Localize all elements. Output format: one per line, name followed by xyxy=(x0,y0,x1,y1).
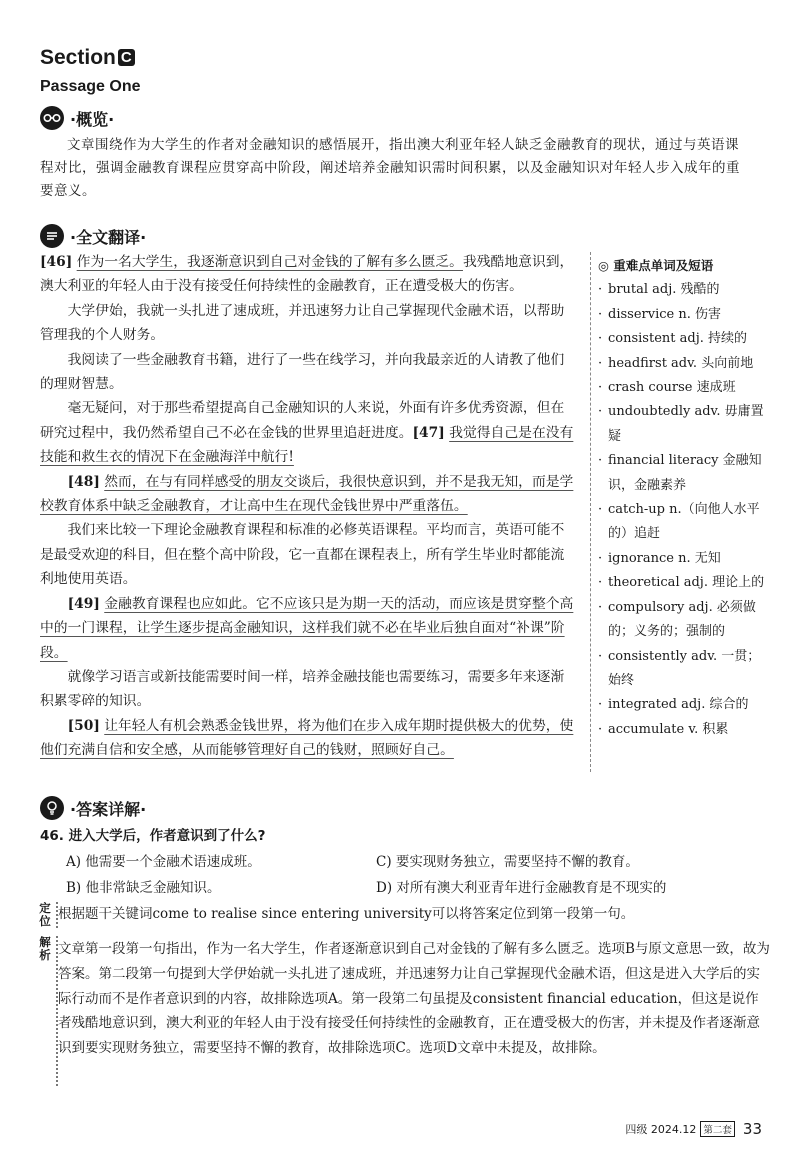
vocab-text: theoretical adj. 理论上的 xyxy=(608,575,765,591)
option-a: A) 他需要一个金融术语速成班。 xyxy=(66,854,261,870)
vocab-item xyxy=(598,645,768,694)
translation-paragraph-1 xyxy=(40,250,578,299)
vocab-text: accumulate v. 积累 xyxy=(608,721,729,737)
option-b: B) 他非常缺乏金融知识。 xyxy=(66,880,221,896)
vocab-item xyxy=(598,571,768,595)
bullet-icon: · xyxy=(598,721,603,737)
locate-text: 根据题干关键词come to realise since entering university可以将答案定位到第一段第一句。 xyxy=(58,906,635,922)
vocab-item xyxy=(598,498,768,547)
bullet-icon: · xyxy=(598,575,603,591)
vocab-header xyxy=(598,254,768,278)
vocab-text: integrated adj. 综合的 xyxy=(608,697,749,713)
vocab-text: financial literacy 金融知识，金融素养 xyxy=(608,453,762,493)
bullet-icon: · xyxy=(598,331,603,347)
vocab-title: 重难点单词及短语 xyxy=(613,258,714,273)
target-icon: ◎ xyxy=(598,258,609,273)
paragraph-text: 我残酷地意识到，澳大利亚的年轻人由于没有接受任何持续性的金融教育，正在遭受极大的伤害。 xyxy=(40,254,574,295)
document-icon xyxy=(40,224,64,248)
translation-paragraph-2: 大学伊始，我就一头扎进了速成班，并迅速努力让自己掌握现代金融术语，以帮助管理我的个人财务。 xyxy=(40,302,565,344)
vocab-item xyxy=(598,327,768,351)
question-marker: [50] xyxy=(67,717,100,734)
locate-tag: 定位 xyxy=(39,901,51,928)
translation-body xyxy=(40,250,578,763)
vocab-text: catch-up n.（向他人水平的）追赶 xyxy=(608,502,760,542)
bullet-icon: · xyxy=(598,599,603,615)
vocab-item xyxy=(598,376,768,400)
bullet-icon: · xyxy=(598,282,603,298)
vocab-item xyxy=(598,278,768,302)
vocab-text: consistent adj. 持续的 xyxy=(608,331,747,347)
column-divider xyxy=(590,252,591,772)
question-marker: [48] xyxy=(67,473,100,490)
overview-header xyxy=(40,106,114,130)
translation-title: ·全文翻译· xyxy=(70,227,147,247)
paragraph-text: 毫无疑问，对于那些希望提高自己金融知识的人来说，外面有许多优秀资源，但在研究过程中，我仍然希望自己不必在金钱的世界里追赶进度。 xyxy=(40,400,565,441)
vocab-text: consistently adv. 一贯；始终 xyxy=(608,648,761,688)
question-marker: [46] xyxy=(40,254,73,270)
answers-title: ·答案详解· xyxy=(70,799,147,819)
analysis-tag: 解析 xyxy=(39,935,51,962)
overview-text: 文章围绕作为大学生的作者对金融知识的感悟展开，指出澳大利亚年轻人缺乏金融教育的现状，通过与英语课程对比，强调金融教育课程应贯穿高中阶段，阐述培养金融知识需时间积累，以及金融知识对年轻人步入成年的重要意义。 xyxy=(40,137,740,199)
translation-paragraph-8: 就像学习语言或新技能需要时间一样，培养金融技能也需要练习，需要多年来逐渐积累零碎的知识。 xyxy=(40,668,565,710)
vocab-text: crash course 速成班 xyxy=(608,380,736,396)
passage-title: Passage One xyxy=(40,78,141,95)
vocab-item xyxy=(598,400,768,449)
vocab-item xyxy=(598,718,768,742)
page-number: 33 xyxy=(742,1120,762,1138)
bullet-icon: · xyxy=(598,380,603,396)
vocab-item xyxy=(598,547,768,571)
vocab-text: brutal adj. 残酷的 xyxy=(608,282,720,298)
vocab-item xyxy=(598,352,768,376)
bullet-icon: · xyxy=(598,355,603,371)
bullet-icon: · xyxy=(598,404,603,420)
question-marker: [47] xyxy=(412,424,445,441)
translation-paragraph-4 xyxy=(40,396,578,469)
option-c: C) 要实现财务独立，需要坚持不懈的教育。 xyxy=(376,854,639,870)
translation-paragraph-6: 我们来比较一下理论金融教育课程和标准的必修英语课程。平均而言，英语可能不是最受欢迎的科目，但在整个高中阶段，它一直都在课程表上，所有学生毕业时都能流利地使用英语。 xyxy=(40,522,565,588)
footer-label: 四级 2024.12 xyxy=(625,1123,697,1136)
section-title xyxy=(40,46,135,70)
section-letter-badge: C xyxy=(118,49,135,66)
underlined-sentence: 金融教育课程也应如此。它不应该只是为期一天的活动，而应该是贯穿整个高中的一门课程，让学生逐步提高金融知识，这样我们就不必在毕业后独自面对“补课”阶段。 xyxy=(40,595,574,661)
vocab-text: headfirst adv. 头向前地 xyxy=(608,355,754,371)
vocab-text: undoubtedly adv. 毋庸置疑 xyxy=(608,404,764,444)
underlined-sentence: 我觉得自己是在没有技能和救生衣的情况下在金融海洋中航行! xyxy=(40,424,574,466)
vocab-item xyxy=(598,303,768,327)
bullet-icon: · xyxy=(598,550,603,566)
vocab-text: compulsory adj. 必须做的；义务的；强制的 xyxy=(608,599,756,640)
bullet-icon: · xyxy=(598,648,603,664)
glasses-icon xyxy=(40,106,64,130)
question-marker: [49] xyxy=(67,595,100,612)
analysis-text: 文章第一段第一句指出，作为一名大学生，作者逐渐意识到自己对金钱的了解有多么匮乏。选项B与原文意思一致，故为答案。第二段第一句提到大学伊始就一头扎进了速成班，并迅速努力让自己掌握现代金融术语，但这是进入大学后的实际行动而不是作者意识到的内容，故排除选项A。第一段第二句虽提及consistent financial education，但这是说作者残酷地意识到，澳大利亚的年轻人由于没有接受任何持续性的金融教育，正在遭受极大的伤害，并未提及作者逐渐意识到要实现财务独立，需要坚持不懈的教育，故排除选项C。选项D文章中未提及，故排除。 xyxy=(58,941,770,1057)
underlined-sentence: 作为一名大学生，我逐渐意识到自己对金钱的了解有多么匮乏。 xyxy=(76,254,463,270)
vocab-text: ignorance n. 无知 xyxy=(608,550,721,566)
translation-paragraph-7 xyxy=(40,592,578,665)
bullet-icon: · xyxy=(598,306,603,322)
page-footer xyxy=(625,1120,762,1138)
bullet-icon: · xyxy=(598,502,603,518)
translation-paragraph-9 xyxy=(40,714,578,763)
overview-title: ·概览· xyxy=(70,109,115,129)
underlined-sentence: 让年轻人有机会熟悉金钱世界，将为他们在步入成年期时提供极大的优势，使他们充满自信和安全感，从而能够管理好自己的钱财，照顾好自己。 xyxy=(40,717,574,759)
section-label: Section xyxy=(40,46,116,69)
vocab-item xyxy=(598,449,768,498)
question-46: 46. 进入大学后，作者意识到了什么? xyxy=(40,828,266,844)
answers-header xyxy=(40,796,146,820)
vocab-item xyxy=(598,693,768,717)
bullet-icon: · xyxy=(598,697,603,713)
option-d: D) 对所有澳大利亚青年进行金融教育是不现实的 xyxy=(376,880,667,896)
translation-paragraph-3: 我阅读了一些金融教育书籍，进行了一些在线学习，并向我最亲近的人请教了他们的理财智慧。 xyxy=(40,351,565,393)
bullet-icon: · xyxy=(598,453,603,469)
vocab-item xyxy=(598,596,768,645)
vocab-panel xyxy=(598,254,768,742)
translation-header xyxy=(40,224,146,248)
vocab-text: disservice n. 伤害 xyxy=(608,306,721,322)
underlined-sentence: 然而，在与有同样感受的朋友交谈后，我很快意识到，并不是我无知，而是学校教育体系中缺乏金融教育，才让高中生在现代金钱世界中严重落伍。 xyxy=(40,473,574,515)
footer-tag: 第二套 xyxy=(700,1121,735,1137)
lightbulb-icon xyxy=(40,796,64,820)
translation-paragraph-5 xyxy=(40,470,578,519)
